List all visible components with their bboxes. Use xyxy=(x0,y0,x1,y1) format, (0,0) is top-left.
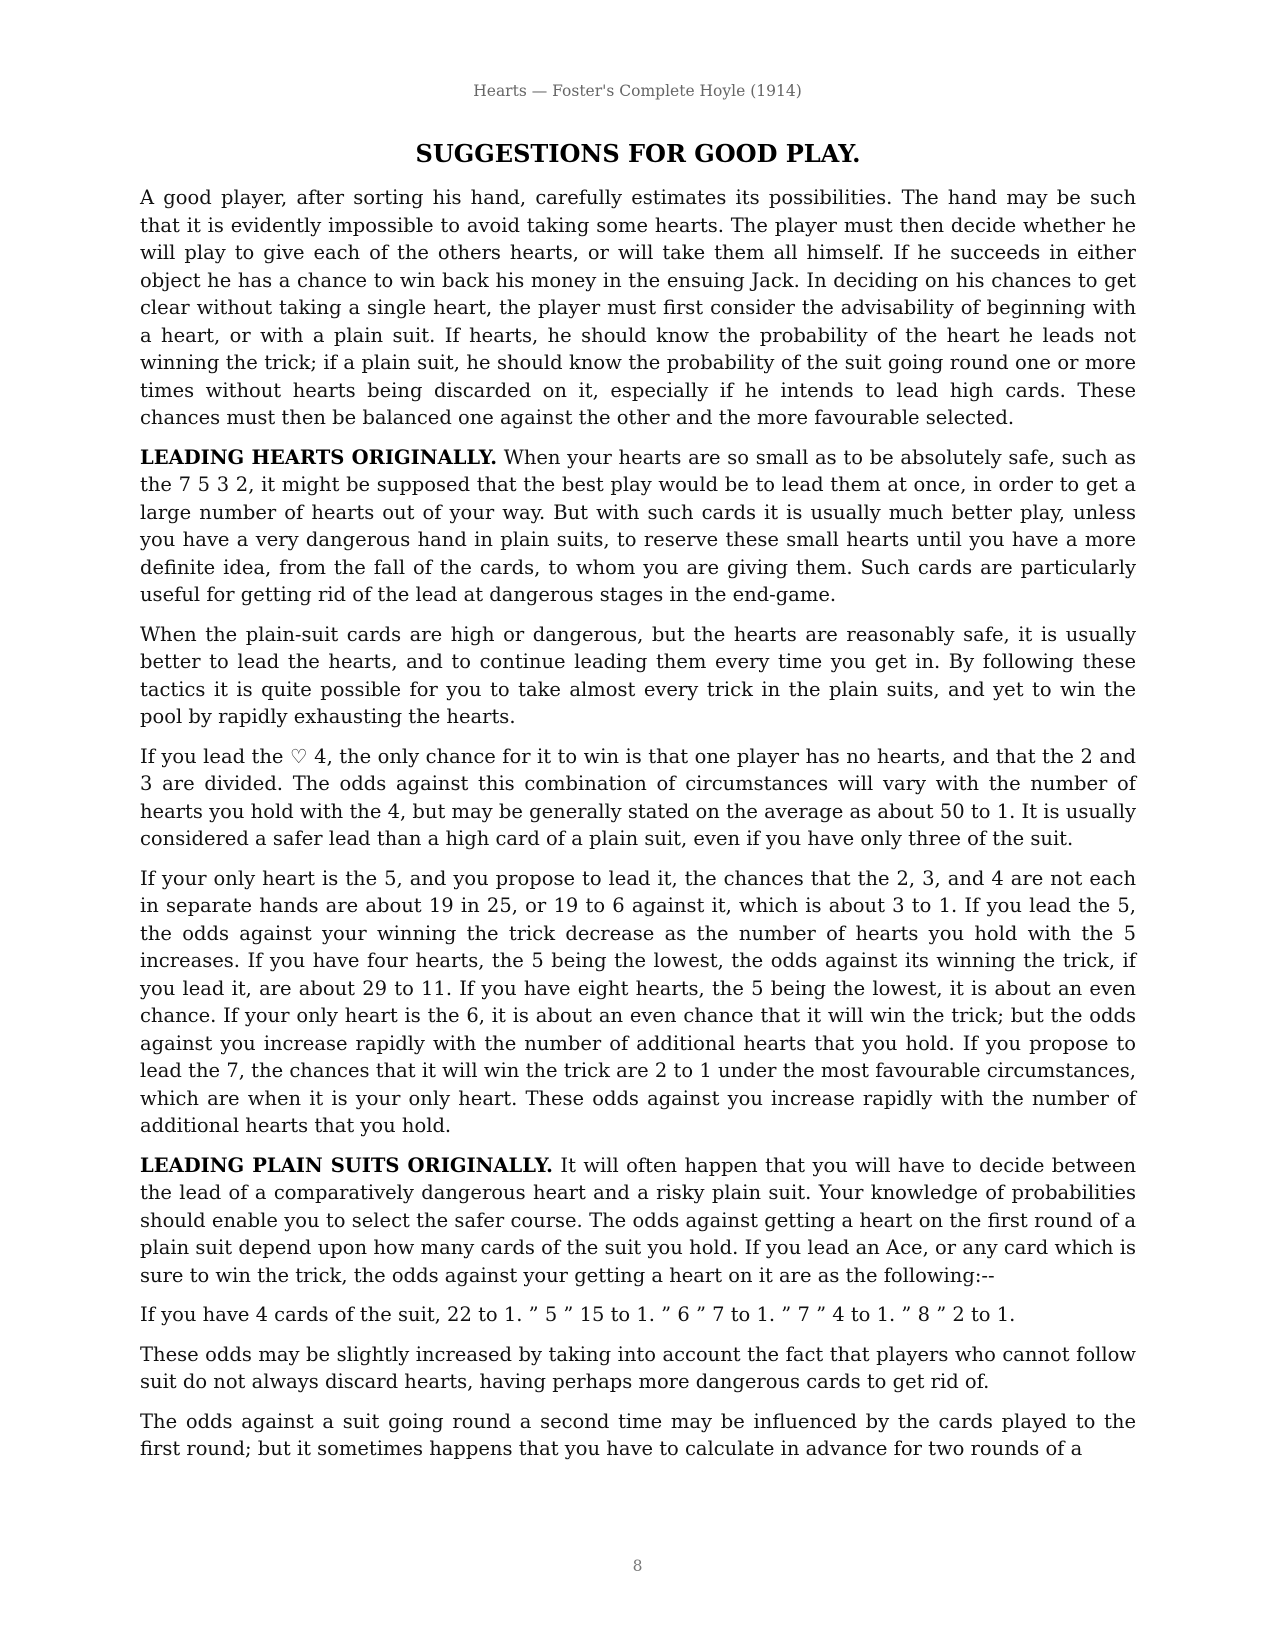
paragraph-odds-increase: These odds may be slightly increased by taking into account the fact that players who cannot follow suit do not always discard hearts, having perhaps more dangerous cards to get rid of. xyxy=(140,1342,1136,1393)
paragraph-second-round: The odds against a suit going round a second time may be influenced by the cards played to the first round; but it sometimes happens that you have to calculate in advance for two rounds of a xyxy=(140,1409,1136,1460)
paragraph-leading-plain-suits xyxy=(140,1152,1136,1290)
paragraph-leading-hearts xyxy=(140,444,1136,609)
paragraph-text: When your hearts are so small as to be absolutely safe, such as the 7 5 3 2, it might be supposed that the best play would be to lead them at once, in order to get a large number of hearts out of your way. But with such cards it is usually much better play, unless you have a very dangerous hand in plain suits, to reserve these small hearts until you have a more definite idea, from the fall of the cards, to whom you are giving them. Such cards are particularly useful for getting rid of the lead at dangerous stages in the end-game. xyxy=(140,445,1136,606)
paragraph-lead-four: If you lead the ♡ 4, the only chance for it to win is that one player has no hearts, and that the 2 and 3 are divided. The odds against this combination of circumstances will vary with the number of hearts you hold with the 4, but may be generally stated on the average as about 50 to 1. It is usually considered a safer lead than a high card of a plain suit, even if you have only three of the suit. xyxy=(140,744,1136,850)
paragraph-heading-leading-plain-suits: LEADING PLAIN SUITS ORIGINALLY. xyxy=(140,1153,553,1177)
paragraph-plain-suit-high: When the plain-suit cards are high or dangerous, but the hearts are reasonably safe, it is usually better to lead the hearts, and to continue leading them every time you get in. By following these tactics it is quite possible for you to take almost every trick in the plain suits, and yet to win the pool by rapidly exhausting the hearts. xyxy=(140,622,1136,728)
section-title: SUGGESTIONS FOR GOOD PLAY. xyxy=(415,139,861,168)
paragraph-lead-five: If your only heart is the 5, and you propose to lead it, the chances that the 2, 3, and 4 are not each in separate hands are about 19 in 25, or 19 to 6 against it, which is about 3 to 1. If you lead the 5, the odds against your winning the trick decrease as the number of hearts you hold with the 5 increases. If you have four hearts, the 5 being the lowest, the odds against its winning the trick, if you lead it, are about 29 to 11. If you have eight hearts, the 5 being the lowest, it is about an even chance. If your only heart is the 6, it is about an even chance that it will win the trick; but the odds against you increase rapidly with the number of additional hearts that you hold. If you propose to lead the 7, the chances that it will win the trick are 2 to 1 under the most favourable circumstances, which are when it is your only heart. These odds against you increase rapidly with the number of additional hearts that you hold. xyxy=(140,866,1136,1137)
paragraph-text: It will often happen that you will have to decide between the lead of a comparatively dangerous heart and a risky plain suit. Your knowledge of probabilities should enable you to select the safer course. The odds against getting a heart on the first round of a plain suit depend upon how many cards of the suit you hold. If you lead an Ace, or any card which is sure to win the trick, the odds against your getting a heart on it are as the following:-- xyxy=(140,1153,1137,1287)
running-header: Hearts — Foster's Complete Hoyle (1914) xyxy=(473,82,802,100)
page-body xyxy=(140,138,1136,1475)
paragraph-odds-table: If you have 4 cards of the suit, 22 to 1. ” 5 ” 15 to 1. ” 6 ” 7 to 1. ” 7 ” 4 to 1. ” 8 ” 2 to 1. xyxy=(140,1303,1016,1326)
page-number: 8 xyxy=(632,1557,643,1575)
paragraph-intro: A good player, after sorting his hand, carefully estimates its possibilities. The hand may be such that it is evidently impossible to avoid taking some hearts. The player must then decide whether he will play to give each of the others hearts, or will take them all himself. If he succeeds in either object he has a chance to win back his money in the ensuing Jack. In deciding on his chances to get clear without taking a single heart, the player must first consider the advisability of beginning with a heart, or with a plain suit. If hearts, he should know the probability of the heart he leads not winning the trick; if a plain suit, he should know the probability of the suit going round one or more times without hearts being discarded on it, especially if he intends to lead high cards. These chances must then be balanced one against the other and the more favourable selected. xyxy=(140,186,1136,429)
paragraph-heading-leading-hearts: LEADING HEARTS ORIGINALLY. xyxy=(140,445,498,469)
